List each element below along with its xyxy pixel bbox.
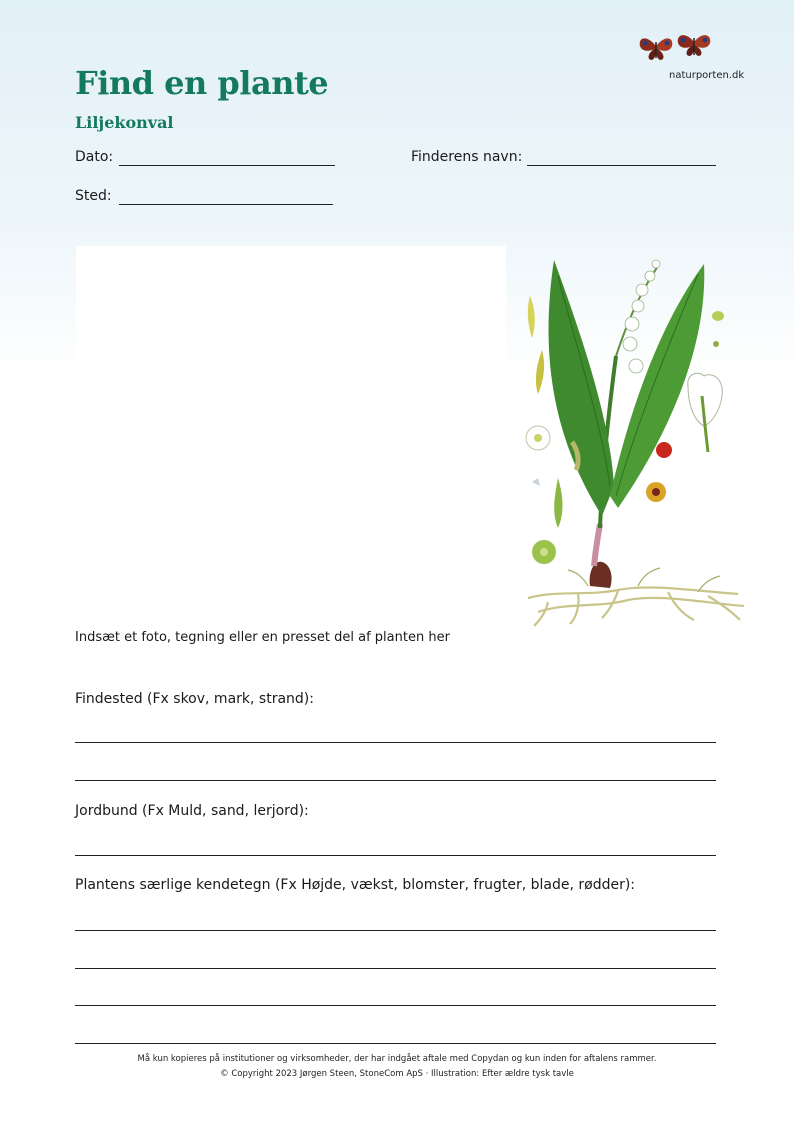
features-answer-line-4[interactable]: [75, 1043, 716, 1044]
habitat-answer-line-1[interactable]: [75, 742, 716, 743]
soil-answer-line[interactable]: [75, 855, 716, 856]
plant-illustration: [518, 246, 754, 634]
date-field[interactable]: [119, 165, 335, 166]
features-answer-line-3[interactable]: [75, 1005, 716, 1006]
butterflies-icon: [636, 28, 716, 64]
place-field[interactable]: [119, 204, 333, 205]
habitat-question: Findested (Fx skov, mark, strand):: [75, 691, 314, 707]
page-subtitle: Liljekonval: [75, 113, 174, 132]
footer-copy-terms: Må kun kopieres på institutioner og virksomheder, der har indgået aftale med Copydan og kun inden for aftalens rammer.: [137, 1054, 657, 1064]
features-answer-line-1[interactable]: [75, 930, 716, 931]
photo-area[interactable]: [76, 246, 506, 618]
features-question: Plantens særlige kendetegn (Fx Højde, vækst, blomster, frugter, blade, rødder):: [75, 877, 636, 893]
habitat-answer-line-2[interactable]: [75, 780, 716, 781]
footer-copyright: © Copyright 2023 Jørgen Steen, StoneCom ApS · Illustration: Efter ældre tysk tavle: [220, 1069, 574, 1079]
place-label: Sted:: [75, 188, 112, 204]
finder-name-label: Finderens navn:: [411, 149, 523, 165]
site-name: naturporten.dk: [669, 70, 745, 81]
page-title: Find en plante: [75, 64, 329, 102]
finder-name-field[interactable]: [527, 165, 716, 166]
soil-question: Jordbund (Fx Muld, sand, lerjord):: [75, 803, 309, 819]
features-answer-line-2[interactable]: [75, 968, 716, 969]
date-label: Dato:: [75, 149, 114, 165]
photo-area-hint: Indsæt et foto, tegning eller en presset del af planten her: [75, 630, 450, 645]
